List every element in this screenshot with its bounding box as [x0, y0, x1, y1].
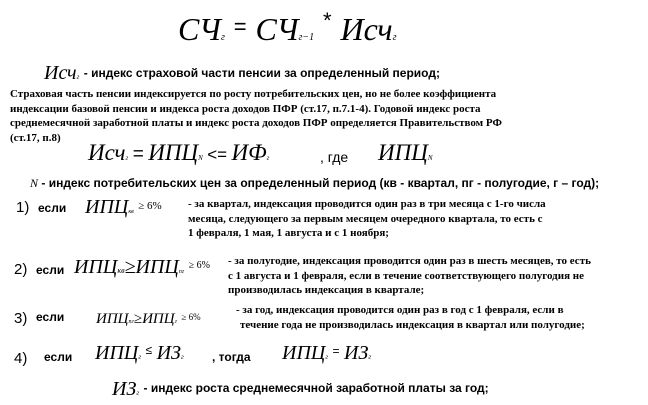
case-1-formula — [85, 196, 162, 219]
formula-op: * — [323, 8, 332, 33]
case-3-line: - за год, индексация проводится один раз в год с 1 февраля, если в — [236, 304, 564, 316]
f2-ipc2: ИПЦ — [378, 140, 428, 165]
case-2-ipc2: ≥ИПЦ — [124, 256, 179, 278]
case-1-if: если — [38, 201, 67, 215]
case-3-text — [236, 303, 585, 332]
case-2-ipc: ИПЦ — [74, 256, 118, 278]
case-1-line: месяца, следующего за первым месяцем очередного квартала, то есть с — [188, 212, 543, 225]
paragraph-line: среднемесячной заработной платы и индекс роста доходов ПФР определяется Правительством РФ — [10, 117, 502, 129]
f2-le: <= — [207, 145, 228, 164]
case-2-line: - за полугодие, индексация проводится один раз в шесть месяцев, то есть — [228, 255, 591, 267]
formula-sub: г — [392, 32, 397, 43]
case-4-result — [282, 342, 371, 365]
case-4-sub: г — [138, 353, 142, 361]
case-2-sub: кв — [117, 266, 125, 275]
f2-sub: N — [198, 154, 203, 162]
indexation-paragraph — [10, 87, 640, 145]
case-3-ipc: ИПЦ — [96, 311, 129, 327]
f2-sub: г — [125, 154, 129, 162]
case-1-text — [188, 197, 546, 241]
case-1-rel: ≥ 6% — [138, 200, 162, 212]
case-4-formula — [95, 342, 184, 365]
paragraph-line: (ст.17, п.8) — [10, 131, 61, 144]
n-definition — [30, 176, 599, 191]
case-2-rel: ≥ 6% — [188, 260, 210, 271]
case-4-sub: г — [325, 353, 329, 361]
iz-text: - индекс роста среднемесячной заработной платы за год; — [143, 381, 489, 395]
formula-sub: г−1 — [298, 32, 315, 43]
f2-sub: г — [266, 154, 270, 162]
isch-text: - индекс страховой части пенсии за определенный период; — [83, 66, 440, 80]
f2-eq: = — [132, 144, 144, 165]
case-1-sub: кв — [128, 209, 134, 215]
case-2-line: производилась индексация в квартале; — [228, 284, 425, 296]
case-3-rel: ≥ 6% — [181, 312, 201, 322]
main-formula — [178, 8, 397, 52]
n-text: - индекс потребительских цен за определенный период (кв - квартал, пг - полугодие, г – год); — [41, 176, 600, 190]
case-4-then: , тогда — [212, 350, 251, 364]
f2-if: ИФ — [231, 140, 267, 165]
iz-symbol: ИЗ — [112, 378, 137, 400]
case-2-formula — [74, 256, 210, 279]
n-symbol: N — [30, 176, 39, 190]
paragraph-line: Страховая часть пенсии индексируется по росту потребительских цен, но не более коэффициента — [10, 88, 497, 100]
case-4-iz: ИЗ — [156, 342, 181, 364]
case-4-ipc-res: ИПЦ — [282, 342, 326, 364]
iz-sub: г — [136, 389, 140, 397]
formula-sch-prev: СЧ — [255, 11, 299, 47]
case-1-line: - за квартал, индексация проводится один раз в три месяца с 1-го числа — [188, 198, 546, 210]
case-3-line: течение года не производилась индексация в квартал или полугодие; — [240, 318, 585, 331]
f2-sub: N — [427, 154, 433, 162]
case-2-number: 2) — [14, 261, 28, 278]
isch-sub: г — [76, 73, 80, 81]
formula-sub: г — [220, 32, 225, 43]
isch-symbol: Исч — [44, 62, 77, 84]
case-4-eq: = — [332, 344, 340, 358]
case-2-if: если — [36, 263, 65, 277]
case-3-sub: пг — [128, 319, 134, 325]
case-1-ipc: ИПЦ — [85, 196, 129, 218]
case-1-line: 1 февраля, 1 мая, 1 августа и с 1 ноября; — [188, 227, 389, 239]
formula-limit — [88, 140, 269, 170]
formula-sch: СЧ — [178, 11, 221, 47]
case-4-sub: г — [368, 353, 372, 361]
case-4-if: если — [44, 350, 73, 364]
case-4-iz-res: ИЗ — [344, 342, 369, 364]
case-3-sub2: г — [174, 319, 177, 325]
case-3-formula — [96, 310, 201, 328]
case-4-number: 4) — [14, 350, 28, 367]
iz-definition — [112, 378, 489, 401]
formula-eq: = — [233, 14, 247, 39]
case-2-text — [228, 254, 591, 298]
case-4-ipc: ИПЦ — [95, 342, 139, 364]
case-2-sub2: пг — [178, 269, 185, 275]
formula-isch: Исч — [340, 11, 393, 47]
f2-ipc: ИПЦ — [148, 140, 199, 165]
case-3-ipc2: ≥ИПЦ — [133, 311, 175, 327]
case-1-number: 1) — [16, 199, 30, 216]
f2-ipc-n — [378, 140, 433, 166]
case-3-number: 3) — [14, 310, 28, 327]
case-3-if: если — [36, 310, 65, 324]
isch-definition — [44, 62, 440, 84]
f2-isch: Исч — [88, 140, 126, 165]
f2-where: , где — [320, 149, 349, 165]
case-4-sub: г — [180, 353, 184, 361]
paragraph-line: индексации базовой пенсии и индекса роста доходов ПФР (ст.17, п.7.1-4). Годовой индекс роста — [10, 102, 481, 115]
case-2-line: с 1 августа и 1 февраля, если в течение соответствующего полугодия не — [228, 269, 585, 282]
case-4-rel: ≤ — [145, 343, 153, 357]
